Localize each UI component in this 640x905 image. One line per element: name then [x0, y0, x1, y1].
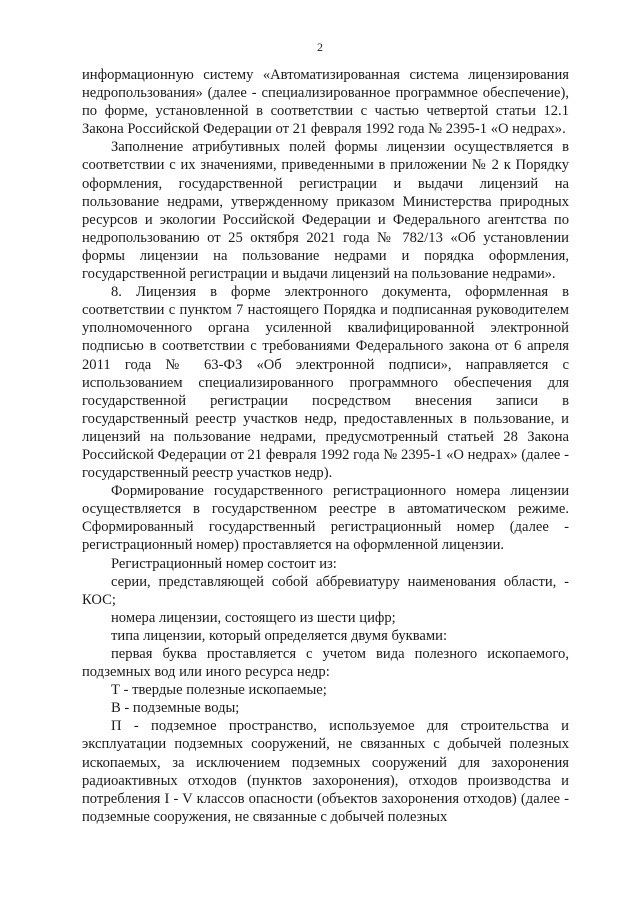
- paragraph-1: информационную систему «Автоматизированная система лицензирования недропользования» (далее - специализированное программное обеспечение), по форме, установленной в соответствии с частью четвертой статьи 12.1 Закона Российской Федерации от 21 февраля 1992 года № 2395-1 «О недрах».: [82, 67, 569, 138]
- paragraph-2: Заполнение атрибутивных полей формы лицензии осуществляется в соответствии с их значениями, приведенными в приложении № 2 к Порядку оформления, государственной регистрации и выдачи лицензий на пользование недрами, утвержденному приказом Министерства природных ресурсов и экологии Российской Федерации и Федерального агентства по недропользованию от 25 октября 2021 года № 782/13 «Об установлении формы лицензии на пользование недрами и порядка оформления, государственной регистрации и выдачи лицензий на пользование недрами».: [82, 139, 569, 283]
- paragraph-6: серии, представляющей собой аббревиатуру наименования области, - КОС;: [82, 573, 569, 608]
- paragraph-4: Формирование государственного регистрационного номера лицензии осуществляется в государственном реестре в автоматическом режиме. Сформированный государственный регистрационный номер (далее - регистрационный номер) проставляется на оформленной лицензии.: [82, 483, 569, 554]
- paragraph-11: В - подземные воды;: [111, 700, 240, 717]
- paragraph-7: номера лицензии, состоящего из шести цифр;: [111, 609, 396, 626]
- document-body: [82, 66, 569, 826]
- paragraph-3: 8. Лицензия в форме электронного документа, оформленная в соответствии с пунктом 7 настоящего Порядка и подписанная руководителем уполномоченного органа усиленной квалифицированной электронной подписью в соответствии с требованиями Федерального закона от 6 апреля 2011 года № 63-ФЗ «Об электронной подписи», направляется с использованием специализированного программного обеспечения для государственной регистрации посредством внесения записи в государственный реестр участков недр, предоставленных в пользование, и лицензий на пользование недрами, предусмотренный статьей 28 Закона Российской Федерации от 21 февраля 1992 года № 2395-1 «О недрах» (далее - государственный реестр участков недр).: [82, 284, 569, 482]
- paragraph-8: типа лицензии, который определяется двумя буквами:: [111, 627, 447, 644]
- paragraph-5: Регистрационный номер состоит из:: [111, 555, 337, 572]
- page-number: 2: [317, 40, 323, 54]
- paragraph-12: П - подземное пространство, используемое для строительства и эксплуатации подземных сооружений, не связанных с добычей полезных ископаемых, за исключением подземных сооружений для захоронения радиоактивных отходов (пунктов захоронения), отходов производства и потребления I - V классов опасности (объектов захоронения отходов) (далее - подземные сооружения, не связанные с добычей полезных: [82, 718, 569, 825]
- paragraph-10: Т - твердые полезные ископаемые;: [111, 682, 327, 699]
- paragraph-9: первая буква проставляется с учетом вида полезного ископаемого, подземных вод или иного ресурса недр:: [82, 646, 569, 681]
